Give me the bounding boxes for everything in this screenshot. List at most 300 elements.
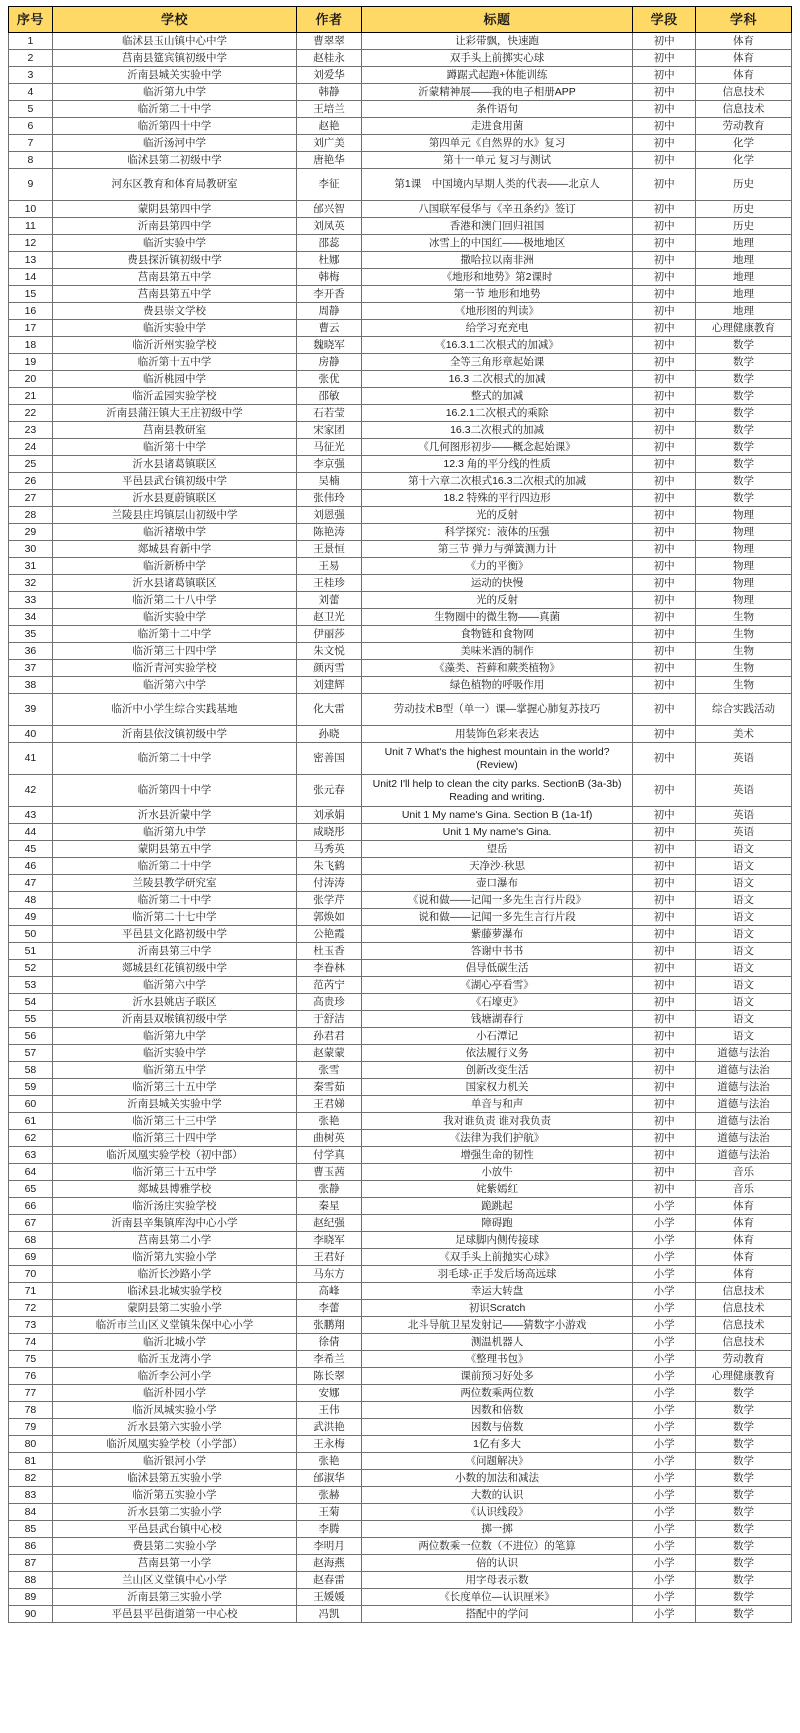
cell-title[interactable]: 天净沙·秋思 — [361, 858, 632, 875]
cell-stage[interactable]: 初中 — [633, 892, 696, 909]
cell-author[interactable]: 张艳 — [297, 1453, 362, 1470]
cell-stage[interactable]: 初中 — [633, 743, 696, 775]
cell-title[interactable]: 《湖心亭看雪》 — [361, 977, 632, 994]
cell-author[interactable]: 唐艳华 — [297, 152, 362, 169]
cell-subject[interactable]: 道德与法治 — [695, 1147, 791, 1164]
cell-seq[interactable]: 26 — [9, 473, 53, 490]
cell-seq[interactable]: 58 — [9, 1062, 53, 1079]
cell-author[interactable]: 赵海燕 — [297, 1555, 362, 1572]
cell-title[interactable]: Unit2 I'll help to clean the city parks. SectionB (3a-3b) Reading and writing. — [361, 775, 632, 807]
cell-stage[interactable]: 初中 — [633, 218, 696, 235]
cell-school[interactable]: 临沭县第五实验小学 — [52, 1470, 296, 1487]
table-row[interactable] — [9, 1045, 792, 1062]
cell-author[interactable]: 刘建辉 — [297, 677, 362, 694]
table-row[interactable] — [9, 1181, 792, 1198]
cell-subject[interactable]: 体育 — [695, 1215, 791, 1232]
table-row[interactable] — [9, 960, 792, 977]
cell-stage[interactable]: 初中 — [633, 977, 696, 994]
cell-stage[interactable]: 小学 — [633, 1453, 696, 1470]
cell-school[interactable]: 临沂汤庄实验学校 — [52, 1198, 296, 1215]
cell-title[interactable]: 大数的认识 — [361, 1487, 632, 1504]
cell-title[interactable]: 18.2 特殊的平行四边形 — [361, 490, 632, 507]
cell-school[interactable]: 临沂中小学生综合实践基地 — [52, 694, 296, 726]
cell-title[interactable]: 第十一单元 复习与测试 — [361, 152, 632, 169]
cell-title[interactable]: 倍的认识 — [361, 1555, 632, 1572]
cell-author[interactable]: 宋家团 — [297, 422, 362, 439]
cell-title[interactable]: 我对谁负责 谁对我负责 — [361, 1113, 632, 1130]
table-row[interactable] — [9, 405, 792, 422]
cell-title[interactable]: 说和做——记闻一多先生言行片段 — [361, 909, 632, 926]
cell-stage[interactable]: 初中 — [633, 643, 696, 660]
cell-stage[interactable]: 初中 — [633, 626, 696, 643]
cell-author[interactable]: 付涛涛 — [297, 875, 362, 892]
table-row[interactable] — [9, 101, 792, 118]
cell-subject[interactable]: 历史 — [695, 201, 791, 218]
cell-school[interactable]: 临沂第十二中学 — [52, 626, 296, 643]
cell-subject[interactable]: 体育 — [695, 1249, 791, 1266]
cell-title[interactable]: 16.2.1二次根式的乘除 — [361, 405, 632, 422]
cell-author[interactable]: 房静 — [297, 354, 362, 371]
cell-school[interactable]: 沂水县诸葛镇联区 — [52, 456, 296, 473]
cell-stage[interactable]: 初中 — [633, 169, 696, 201]
cell-author[interactable]: 李蕾 — [297, 1300, 362, 1317]
cell-seq[interactable]: 59 — [9, 1079, 53, 1096]
cell-seq[interactable]: 25 — [9, 456, 53, 473]
cell-subject[interactable]: 地理 — [695, 286, 791, 303]
cell-title[interactable]: Unit 1 My name's Gina. — [361, 824, 632, 841]
cell-seq[interactable]: 8 — [9, 152, 53, 169]
table-row[interactable] — [9, 807, 792, 824]
cell-school[interactable]: 临沂第二十七中学 — [52, 909, 296, 926]
cell-author[interactable]: 李希兰 — [297, 1351, 362, 1368]
table-row[interactable] — [9, 677, 792, 694]
cell-title[interactable]: 整式的加减 — [361, 388, 632, 405]
table-row[interactable] — [9, 1266, 792, 1283]
table-row[interactable] — [9, 218, 792, 235]
cell-seq[interactable]: 72 — [9, 1300, 53, 1317]
cell-school[interactable]: 平邑县武台镇初级中学 — [52, 473, 296, 490]
cell-author[interactable]: 密善国 — [297, 743, 362, 775]
table-row[interactable] — [9, 926, 792, 943]
cell-author[interactable]: 刘爱华 — [297, 67, 362, 84]
table-row[interactable] — [9, 694, 792, 726]
cell-seq[interactable]: 79 — [9, 1419, 53, 1436]
cell-subject[interactable]: 道德与法治 — [695, 1130, 791, 1147]
cell-title[interactable]: 运动的快慢 — [361, 575, 632, 592]
cell-seq[interactable]: 42 — [9, 775, 53, 807]
cell-stage[interactable]: 初中 — [633, 439, 696, 456]
cell-school[interactable]: 平邑县武台镇中心校 — [52, 1521, 296, 1538]
cell-seq[interactable]: 21 — [9, 388, 53, 405]
cell-stage[interactable]: 初中 — [633, 252, 696, 269]
cell-stage[interactable]: 小学 — [633, 1215, 696, 1232]
table-row[interactable] — [9, 303, 792, 320]
cell-title[interactable]: 给学习充充电 — [361, 320, 632, 337]
table-row[interactable] — [9, 1334, 792, 1351]
cell-author[interactable]: 王伟 — [297, 1402, 362, 1419]
cell-school[interactable]: 费县探沂镇初级中学 — [52, 252, 296, 269]
cell-seq[interactable]: 12 — [9, 235, 53, 252]
cell-author[interactable]: 周静 — [297, 303, 362, 320]
cell-stage[interactable]: 初中 — [633, 152, 696, 169]
table-row[interactable] — [9, 726, 792, 743]
cell-subject[interactable]: 体育 — [695, 1266, 791, 1283]
cell-stage[interactable]: 小学 — [633, 1521, 696, 1538]
cell-title[interactable]: 姹紫嫣红 — [361, 1181, 632, 1198]
cell-subject[interactable]: 数学 — [695, 1572, 791, 1589]
cell-school[interactable]: 临沂凤凰实验学校（初中部） — [52, 1147, 296, 1164]
cell-school[interactable]: 临沂市兰山区义堂镇朱保中心小学 — [52, 1317, 296, 1334]
cell-seq[interactable]: 1 — [9, 33, 53, 50]
cell-seq[interactable]: 13 — [9, 252, 53, 269]
cell-seq[interactable]: 7 — [9, 135, 53, 152]
cell-author[interactable]: 赵卫光 — [297, 609, 362, 626]
cell-seq[interactable]: 38 — [9, 677, 53, 694]
cell-author[interactable]: 刘承娟 — [297, 807, 362, 824]
table-row[interactable] — [9, 575, 792, 592]
cell-stage[interactable]: 初中 — [633, 909, 696, 926]
cell-subject[interactable]: 数学 — [695, 439, 791, 456]
cell-subject[interactable]: 信息技术 — [695, 1334, 791, 1351]
cell-subject[interactable]: 劳动教育 — [695, 118, 791, 135]
cell-seq[interactable]: 15 — [9, 286, 53, 303]
cell-subject[interactable]: 物理 — [695, 558, 791, 575]
cell-stage[interactable]: 初中 — [633, 490, 696, 507]
cell-seq[interactable]: 67 — [9, 1215, 53, 1232]
table-row[interactable] — [9, 1538, 792, 1555]
table-row[interactable] — [9, 592, 792, 609]
cell-seq[interactable]: 41 — [9, 743, 53, 775]
table-row[interactable] — [9, 354, 792, 371]
cell-title[interactable]: 跪跳起 — [361, 1198, 632, 1215]
cell-seq[interactable]: 20 — [9, 371, 53, 388]
cell-school[interactable]: 临沭县第二初级中学 — [52, 152, 296, 169]
cell-title[interactable]: 答谢中书书 — [361, 943, 632, 960]
cell-author[interactable]: 魏晓军 — [297, 337, 362, 354]
table-row[interactable] — [9, 1606, 792, 1623]
cell-school[interactable]: 沂水县第二实验小学 — [52, 1504, 296, 1521]
cell-stage[interactable]: 初中 — [633, 660, 696, 677]
cell-author[interactable]: 安娜 — [297, 1385, 362, 1402]
cell-title[interactable]: 撒哈拉以南非洲 — [361, 252, 632, 269]
table-row[interactable] — [9, 541, 792, 558]
cell-subject[interactable]: 生物 — [695, 626, 791, 643]
cell-stage[interactable]: 初中 — [633, 541, 696, 558]
cell-author[interactable]: 公艳霞 — [297, 926, 362, 943]
cell-school[interactable]: 平邑县文化路初级中学 — [52, 926, 296, 943]
table-row[interactable] — [9, 909, 792, 926]
cell-stage[interactable]: 初中 — [633, 694, 696, 726]
cell-stage[interactable]: 初中 — [633, 84, 696, 101]
cell-subject[interactable]: 数学 — [695, 490, 791, 507]
cell-seq[interactable]: 16 — [9, 303, 53, 320]
cell-school[interactable]: 临沂第九中学 — [52, 824, 296, 841]
cell-seq[interactable]: 63 — [9, 1147, 53, 1164]
cell-subject[interactable]: 信息技术 — [695, 101, 791, 118]
cell-seq[interactable]: 68 — [9, 1232, 53, 1249]
cell-seq[interactable]: 29 — [9, 524, 53, 541]
table-row[interactable] — [9, 1317, 792, 1334]
cell-author[interactable]: 朱文悦 — [297, 643, 362, 660]
cell-stage[interactable]: 初中 — [633, 371, 696, 388]
cell-school[interactable]: 沂水县姚店子联区 — [52, 994, 296, 1011]
table-row[interactable] — [9, 824, 792, 841]
cell-title[interactable]: 《地形和地势》第2课时 — [361, 269, 632, 286]
cell-author[interactable]: 马征光 — [297, 439, 362, 456]
cell-author[interactable]: 曹云 — [297, 320, 362, 337]
cell-school[interactable]: 临沂新桥中学 — [52, 558, 296, 575]
cell-stage[interactable]: 初中 — [633, 354, 696, 371]
cell-stage[interactable]: 初中 — [633, 943, 696, 960]
cell-seq[interactable]: 78 — [9, 1402, 53, 1419]
cell-stage[interactable]: 初中 — [633, 1130, 696, 1147]
cell-subject[interactable]: 化学 — [695, 152, 791, 169]
cell-school[interactable]: 蒙阴县第二实验小学 — [52, 1300, 296, 1317]
cell-title[interactable]: 两位数乘一位数（不进位）的笔算 — [361, 1538, 632, 1555]
cell-title[interactable]: 《认识线段》 — [361, 1504, 632, 1521]
cell-author[interactable]: 孙晓 — [297, 726, 362, 743]
cell-subject[interactable]: 数学 — [695, 1436, 791, 1453]
table-row[interactable] — [9, 337, 792, 354]
cell-school[interactable]: 沂南县城关实验中学 — [52, 1096, 296, 1113]
cell-subject[interactable]: 物理 — [695, 575, 791, 592]
cell-school[interactable]: 临沂第二十中学 — [52, 101, 296, 118]
cell-title[interactable]: 紫藤萝瀑布 — [361, 926, 632, 943]
cell-seq[interactable]: 2 — [9, 50, 53, 67]
cell-title[interactable]: 壶口瀑布 — [361, 875, 632, 892]
cell-author[interactable]: 张元春 — [297, 775, 362, 807]
cell-stage[interactable]: 小学 — [633, 1470, 696, 1487]
cell-seq[interactable]: 70 — [9, 1266, 53, 1283]
cell-author[interactable]: 王易 — [297, 558, 362, 575]
cell-stage[interactable]: 初中 — [633, 841, 696, 858]
cell-school[interactable]: 临沂第九中学 — [52, 84, 296, 101]
cell-stage[interactable]: 小学 — [633, 1334, 696, 1351]
cell-title[interactable]: 幸运大转盘 — [361, 1283, 632, 1300]
cell-subject[interactable]: 生物 — [695, 660, 791, 677]
cell-seq[interactable]: 40 — [9, 726, 53, 743]
cell-subject[interactable]: 信息技术 — [695, 1317, 791, 1334]
cell-author[interactable]: 邰淑华 — [297, 1470, 362, 1487]
cell-stage[interactable]: 小学 — [633, 1487, 696, 1504]
cell-school[interactable]: 临沂李公河小学 — [52, 1368, 296, 1385]
cell-school[interactable]: 费县第二实验小学 — [52, 1538, 296, 1555]
cell-stage[interactable]: 初中 — [633, 824, 696, 841]
cell-subject[interactable]: 道德与法治 — [695, 1045, 791, 1062]
cell-author[interactable]: 秦星 — [297, 1198, 362, 1215]
table-row[interactable] — [9, 1419, 792, 1436]
cell-school[interactable]: 临沭县北城实验学校 — [52, 1283, 296, 1300]
cell-subject[interactable]: 语文 — [695, 994, 791, 1011]
cell-title[interactable]: 初识Scratch — [361, 1300, 632, 1317]
table-row[interactable] — [9, 118, 792, 135]
cell-seq[interactable]: 34 — [9, 609, 53, 626]
cell-school[interactable]: 蒙阴县第五中学 — [52, 841, 296, 858]
cell-seq[interactable]: 54 — [9, 994, 53, 1011]
table-row[interactable] — [9, 1589, 792, 1606]
cell-school[interactable]: 临沂第五中学 — [52, 1062, 296, 1079]
cell-author[interactable]: 马东方 — [297, 1266, 362, 1283]
table-row[interactable] — [9, 994, 792, 1011]
cell-school[interactable]: 兰山区义堂镇中心小学 — [52, 1572, 296, 1589]
cell-school[interactable]: 临沂第十五中学 — [52, 354, 296, 371]
table-row[interactable] — [9, 743, 792, 775]
cell-subject[interactable]: 道德与法治 — [695, 1113, 791, 1130]
cell-seq[interactable]: 55 — [9, 1011, 53, 1028]
cell-school[interactable]: 兰陵县教学研究室 — [52, 875, 296, 892]
cell-stage[interactable]: 初中 — [633, 609, 696, 626]
cell-stage[interactable]: 小学 — [633, 1351, 696, 1368]
cell-seq[interactable]: 19 — [9, 354, 53, 371]
cell-author[interactable]: 王永梅 — [297, 1436, 362, 1453]
table-row[interactable] — [9, 1402, 792, 1419]
cell-subject[interactable]: 劳动教育 — [695, 1351, 791, 1368]
table-row[interactable] — [9, 977, 792, 994]
cell-subject[interactable]: 数学 — [695, 1606, 791, 1623]
cell-subject[interactable]: 数学 — [695, 371, 791, 388]
cell-author[interactable]: 刘广美 — [297, 135, 362, 152]
cell-title[interactable]: 创新改变生活 — [361, 1062, 632, 1079]
cell-subject[interactable]: 数学 — [695, 1402, 791, 1419]
cell-title[interactable]: 全等三角形章起始课 — [361, 354, 632, 371]
table-row[interactable] — [9, 1215, 792, 1232]
cell-seq[interactable]: 89 — [9, 1589, 53, 1606]
table-row[interactable] — [9, 1521, 792, 1538]
cell-title[interactable]: 用装饰色彩来表达 — [361, 726, 632, 743]
cell-title[interactable]: 北斗导航卫星发射记——猜数字小游戏 — [361, 1317, 632, 1334]
cell-seq[interactable]: 51 — [9, 943, 53, 960]
cell-subject[interactable]: 语文 — [695, 858, 791, 875]
cell-author[interactable]: 石若莹 — [297, 405, 362, 422]
cell-school[interactable]: 临沂第五实验小学 — [52, 1487, 296, 1504]
cell-school[interactable]: 莒南县教研室 — [52, 422, 296, 439]
cell-school[interactable]: 临沂实验中学 — [52, 320, 296, 337]
cell-subject[interactable]: 物理 — [695, 507, 791, 524]
cell-title[interactable]: 用字母表示数 — [361, 1572, 632, 1589]
cell-stage[interactable]: 初中 — [633, 320, 696, 337]
cell-school[interactable]: 临沂第九中学 — [52, 1028, 296, 1045]
cell-school[interactable]: 临沭县玉山镇中心中学 — [52, 33, 296, 50]
cell-seq[interactable]: 28 — [9, 507, 53, 524]
cell-subject[interactable]: 数学 — [695, 1504, 791, 1521]
cell-title[interactable]: 《问题解决》 — [361, 1453, 632, 1470]
cell-stage[interactable]: 初中 — [633, 456, 696, 473]
cell-stage[interactable]: 初中 — [633, 101, 696, 118]
cell-seq[interactable]: 71 — [9, 1283, 53, 1300]
cell-school[interactable]: 临沂实验中学 — [52, 235, 296, 252]
cell-stage[interactable]: 小学 — [633, 1606, 696, 1623]
cell-school[interactable]: 临沂第三十五中学 — [52, 1164, 296, 1181]
cell-seq[interactable]: 24 — [9, 439, 53, 456]
cell-title[interactable]: 《整理书包》 — [361, 1351, 632, 1368]
cell-title[interactable]: 小石潭记 — [361, 1028, 632, 1045]
cell-school[interactable]: 临沂第二十八中学 — [52, 592, 296, 609]
cell-seq[interactable]: 80 — [9, 1436, 53, 1453]
table-row[interactable] — [9, 858, 792, 875]
table-row[interactable] — [9, 1198, 792, 1215]
table-row[interactable] — [9, 84, 792, 101]
cell-subject[interactable]: 语文 — [695, 977, 791, 994]
cell-seq[interactable]: 65 — [9, 1181, 53, 1198]
cell-title[interactable]: 劳动技术B型（单一）课—掌握心肺复苏技巧 — [361, 694, 632, 726]
cell-school[interactable]: 费县崇文学校 — [52, 303, 296, 320]
table-row[interactable] — [9, 1436, 792, 1453]
cell-school[interactable]: 沂水县夏蔚镇联区 — [52, 490, 296, 507]
cell-subject[interactable]: 生物 — [695, 643, 791, 660]
cell-school[interactable]: 沂南县双堠镇初级中学 — [52, 1011, 296, 1028]
table-row[interactable] — [9, 1062, 792, 1079]
table-row[interactable] — [9, 1079, 792, 1096]
cell-stage[interactable]: 初中 — [633, 960, 696, 977]
cell-seq[interactable]: 84 — [9, 1504, 53, 1521]
table-row[interactable] — [9, 775, 792, 807]
cell-title[interactable]: 增强生命的韧性 — [361, 1147, 632, 1164]
cell-stage[interactable]: 小学 — [633, 1266, 696, 1283]
cell-subject[interactable]: 数学 — [695, 456, 791, 473]
cell-stage[interactable]: 初中 — [633, 135, 696, 152]
cell-author[interactable]: 王君娣 — [297, 1096, 362, 1113]
cell-subject[interactable]: 信息技术 — [695, 84, 791, 101]
cell-seq[interactable]: 10 — [9, 201, 53, 218]
cell-title[interactable]: 单音与和声 — [361, 1096, 632, 1113]
cell-title[interactable]: 第一节 地形和地势 — [361, 286, 632, 303]
cell-school[interactable]: 郯城县红花镇初级中学 — [52, 960, 296, 977]
cell-stage[interactable]: 小学 — [633, 1589, 696, 1606]
cell-author[interactable]: 王桂珍 — [297, 575, 362, 592]
cell-stage[interactable]: 初中 — [633, 67, 696, 84]
cell-seq[interactable]: 35 — [9, 626, 53, 643]
cell-school[interactable]: 临沂第三十四中学 — [52, 1130, 296, 1147]
cell-subject[interactable]: 地理 — [695, 252, 791, 269]
table-row[interactable] — [9, 1113, 792, 1130]
cell-subject[interactable]: 地理 — [695, 235, 791, 252]
cell-subject[interactable]: 数学 — [695, 354, 791, 371]
cell-author[interactable]: 王培兰 — [297, 101, 362, 118]
cell-author[interactable]: 刘蕾 — [297, 592, 362, 609]
cell-stage[interactable]: 初中 — [633, 337, 696, 354]
cell-subject[interactable]: 信息技术 — [695, 1283, 791, 1300]
cell-title[interactable]: Unit 1 My name's Gina. Section B (1a-1f) — [361, 807, 632, 824]
cell-subject[interactable]: 历史 — [695, 169, 791, 201]
cell-seq[interactable]: 88 — [9, 1572, 53, 1589]
cell-title[interactable]: 冰雪上的中国红——极地地区 — [361, 235, 632, 252]
table-row[interactable] — [9, 201, 792, 218]
cell-subject[interactable]: 道德与法治 — [695, 1096, 791, 1113]
table-row[interactable] — [9, 892, 792, 909]
table-row[interactable] — [9, 1300, 792, 1317]
cell-subject[interactable]: 数学 — [695, 1555, 791, 1572]
cell-title[interactable]: 因数和倍数 — [361, 1402, 632, 1419]
cell-subject[interactable]: 数学 — [695, 473, 791, 490]
table-row[interactable] — [9, 1164, 792, 1181]
cell-author[interactable]: 孙君君 — [297, 1028, 362, 1045]
cell-school[interactable]: 临沂第三十三中学 — [52, 1113, 296, 1130]
cell-school[interactable]: 临沂第四十中学 — [52, 118, 296, 135]
cell-subject[interactable]: 英语 — [695, 743, 791, 775]
cell-author[interactable]: 曹玉茜 — [297, 1164, 362, 1181]
cell-school[interactable]: 临沂第六中学 — [52, 677, 296, 694]
cell-title[interactable]: 让彩带飘，快速跑 — [361, 33, 632, 50]
cell-subject[interactable]: 数学 — [695, 337, 791, 354]
cell-author[interactable]: 王君好 — [297, 1249, 362, 1266]
cell-school[interactable]: 郯城县育新中学 — [52, 541, 296, 558]
cell-author[interactable]: 王菊 — [297, 1504, 362, 1521]
cell-seq[interactable]: 27 — [9, 490, 53, 507]
cell-seq[interactable]: 56 — [9, 1028, 53, 1045]
cell-subject[interactable]: 信息技术 — [695, 1300, 791, 1317]
cell-stage[interactable]: 初中 — [633, 1164, 696, 1181]
cell-school[interactable]: 临沂长沙路小学 — [52, 1266, 296, 1283]
